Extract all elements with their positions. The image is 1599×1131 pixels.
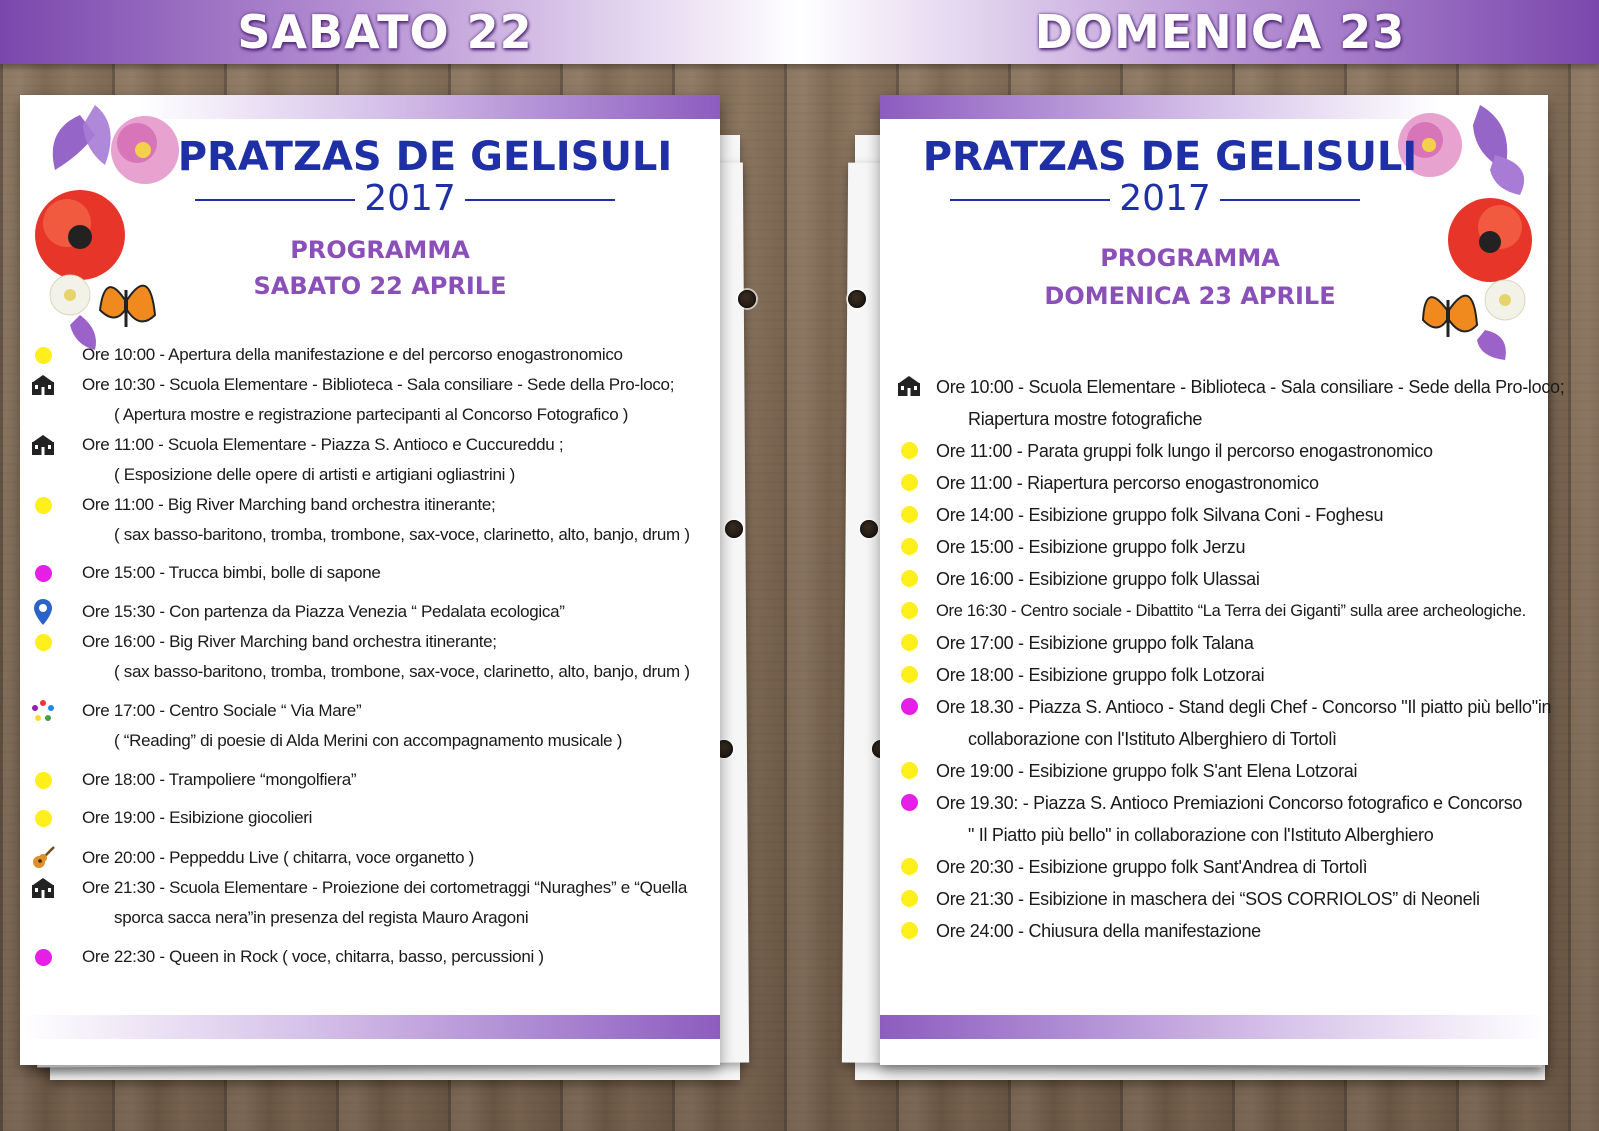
top-stripe: [880, 95, 1440, 119]
event-title: PRATZAS DE GELISULI: [922, 134, 1418, 180]
sunday-banner-title: DOMENICA 23: [1034, 5, 1406, 59]
yellow-dot-icon: [896, 499, 922, 529]
saturday-event-list: [30, 340, 720, 990]
year-rule-left: [195, 199, 355, 201]
yellow-dot-icon: [30, 340, 56, 370]
event-text: Ore 19.30: - Piazza S. Antioco Premiazioni Concorso fotografico e Concorso: [936, 793, 1523, 813]
event-detail: ( sax basso-baritono, tromba, trombone, sax-voce, clarinetto, alto, banjo, drum ): [114, 525, 690, 544]
programme-date: SABATO 22 APRILE: [253, 272, 507, 300]
top-stripe: [140, 95, 720, 119]
event-text: Ore 19:00 - Esibizione gruppo folk S'ant Elena Lotzorai: [936, 761, 1358, 781]
event-text: Ore 16:00 - Big River Marching band orchestra itinerante;: [82, 632, 497, 651]
yellow-dot-icon: [30, 490, 56, 520]
yellow-dot-icon: [896, 627, 922, 657]
yellow-dot-icon: [896, 755, 922, 785]
year-row: [195, 179, 615, 219]
event-detail: Riapertura mostre fotografiche: [968, 409, 1203, 429]
event-text: Ore 10:30 - Scuola Elementare - Biblioteca - Sala consiliare - Sede della Pro-loco;: [82, 375, 675, 394]
event-detail: " Il Piatto più bello" in collaborazione con l'Istituto Alberghiero: [968, 825, 1434, 845]
yellow-dot-icon: [896, 435, 922, 465]
sunday-programme-sheet: [880, 95, 1565, 1065]
yellow-dot-icon: [896, 467, 922, 497]
magenta-dot-icon: [30, 558, 56, 588]
school-building-icon: [896, 371, 922, 401]
sunday-event-list: [896, 371, 1565, 991]
event-text: Ore 18:00 - Trampoliere “mongolfiera”: [82, 770, 357, 789]
event-text: Ore 20:30 - Esibizione gruppo folk Sant'Andrea di Tortolì: [936, 857, 1368, 877]
event-year: 2017: [364, 178, 456, 219]
event-text: Ore 11:00 - Scuola Elementare - Piazza S. Antioco e Cuccureddu ;: [82, 435, 564, 454]
event-text: Ore 14:00 - Esibizione gruppo folk Silvana Coni - Foghesu: [936, 505, 1384, 525]
programme-label: PROGRAMMA: [1100, 244, 1280, 272]
bottom-stripe: [880, 1015, 1548, 1039]
yellow-dot-icon: [896, 531, 922, 561]
year-row: [950, 179, 1360, 219]
event-text: Ore 20:00 - Peppeddu Live ( chitarra, voce organetto ): [82, 848, 475, 867]
map-pin-icon: [30, 597, 56, 627]
event-detail: ( Esposizione delle opere di artisti e artigiani ogliastrini ): [114, 465, 515, 484]
magenta-dot-icon: [896, 691, 922, 721]
event-title: PRATZAS DE GELISULI: [177, 134, 673, 180]
event-text: Ore 18:00 - Esibizione gruppo folk Lotzorai: [936, 665, 1265, 685]
year-rule-right: [1220, 199, 1360, 201]
event-text: Ore 17:00 - Centro Sociale “ Via Mare”: [82, 701, 362, 720]
event-text: Ore 10:00 - Scuola Elementare - Biblioteca - Sala consiliare - Sede della Pro-loco;: [936, 377, 1565, 397]
event-text: Ore 15:00 - Trucca bimbi, bolle di sapone: [82, 563, 381, 582]
guitar-icon: [30, 843, 56, 873]
year-rule-left: [950, 199, 1110, 201]
event-text: Ore 21:30 - Esibizione in maschera dei “SOS CORRIOLOS” di Neoneli: [936, 889, 1480, 909]
saturday-banner-title: SABATO 22: [237, 5, 533, 59]
programme-label: PROGRAMMA: [290, 236, 470, 264]
event-text: Ore 11:00 - Riapertura percorso enogastronomico: [936, 473, 1319, 493]
saturday-programme-sheet: [20, 95, 720, 1065]
event-detail: sporca sacca nera”in presenza del regista Mauro Aragoni: [114, 908, 529, 927]
event-year: 2017: [1119, 178, 1211, 219]
binder-hole: [738, 290, 756, 308]
yellow-dot-icon: [896, 563, 922, 593]
event-text: Ore 11:00 - Parata gruppi folk lungo il percorso enogastronomico: [936, 441, 1433, 461]
event-text: Ore 21:30 - Scuola Elementare - Proiezione dei cortometraggi “Nuraghes” e “Quella: [82, 878, 688, 897]
yellow-dot-icon: [896, 595, 922, 625]
magenta-dot-icon: [896, 787, 922, 817]
yellow-dot-icon: [896, 659, 922, 689]
school-building-icon: [30, 430, 56, 460]
school-building-icon: [30, 873, 56, 903]
programme-date: DOMENICA 23 APRILE: [1044, 282, 1336, 310]
binder-hole: [725, 520, 743, 538]
event-text: Ore 10:00 - Apertura della manifestazione e del percorso enogastronomico: [82, 345, 623, 364]
bottom-stripe: [20, 1015, 720, 1039]
event-detail: collaborazione con l'Istituto Alberghiero di Tortolì: [968, 729, 1337, 749]
binder-hole: [848, 290, 866, 308]
year-rule-right: [465, 199, 615, 201]
event-text: Ore 15:30 - Con partenza da Piazza Venezia “ Pedalata ecologica”: [82, 602, 565, 621]
event-text: Ore 11:00 - Big River Marching band orchestra itinerante;: [82, 495, 496, 514]
event-detail: ( Apertura mostre e registrazione partecipanti al Concorso Fotografico ): [114, 405, 629, 424]
event-detail: ( “Reading” di poesie di Alda Merini con accompagnamento musicale ): [114, 731, 623, 750]
yellow-dot-icon: [896, 851, 922, 881]
event-text: Ore 16:30 - Centro sociale - Dibattito “La Terra dei Giganti” sulla aree archeologiche.: [936, 602, 1526, 620]
event-text: Ore 16:00 - Esibizione gruppo folk Ulassai: [936, 569, 1260, 589]
event-detail: ( sax basso-baritono, tromba, trombone, sax-voce, clarinetto, alto, banjo, drum ): [114, 662, 690, 681]
school-building-icon: [30, 370, 56, 400]
event-text: Ore 19:00 - Esibizione giocolieri: [82, 808, 313, 827]
magenta-dot-icon: [30, 942, 56, 972]
people-circle-icon: [30, 696, 56, 726]
yellow-dot-icon: [30, 803, 56, 833]
event-text: Ore 22:30 - Queen in Rock ( voce, chitarra, basso, percussioni ): [82, 947, 544, 966]
event-text: Ore 24:00 - Chiusura della manifestazione: [936, 921, 1261, 941]
day-banner: [0, 0, 1599, 64]
yellow-dot-icon: [30, 627, 56, 657]
event-text: Ore 18.30 - Piazza S. Antioco - Stand degli Chef - Concorso "Il piatto più bello"in: [936, 697, 1552, 717]
yellow-dot-icon: [896, 883, 922, 913]
yellow-dot-icon: [896, 915, 922, 945]
binder-hole: [860, 520, 878, 538]
event-text: Ore 17:00 - Esibizione gruppo folk Talana: [936, 633, 1254, 653]
event-text: Ore 15:00 - Esibizione gruppo folk Jerzu: [936, 537, 1246, 557]
yellow-dot-icon: [30, 765, 56, 795]
